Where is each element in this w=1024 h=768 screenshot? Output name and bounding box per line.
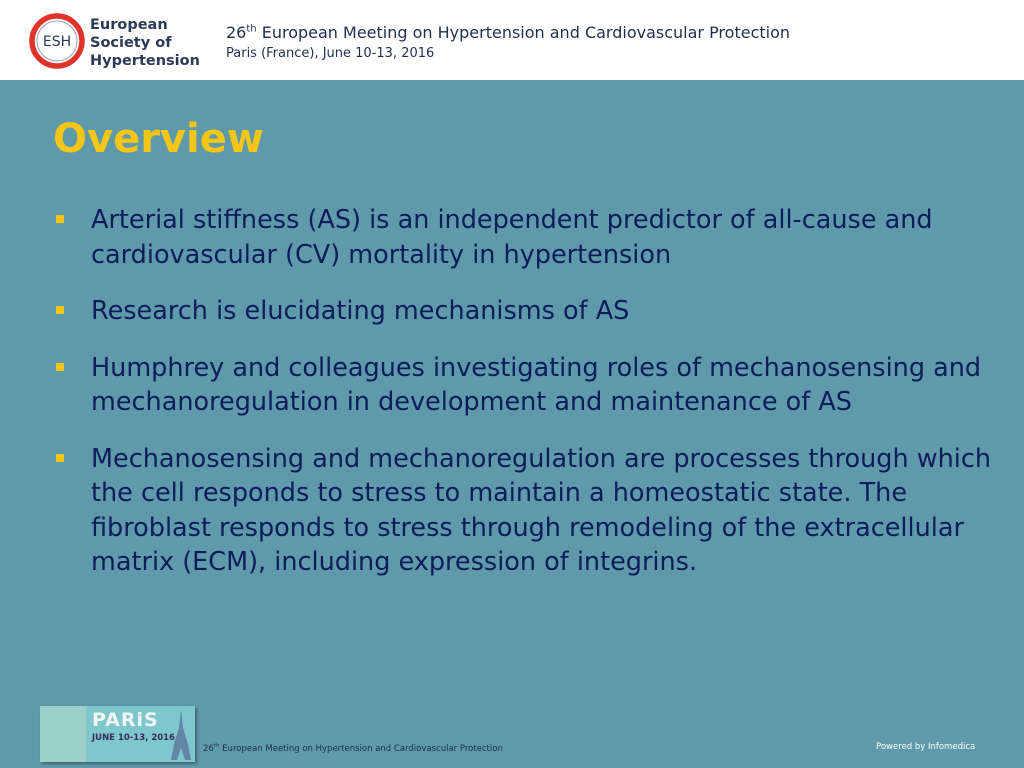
bullet-text: Mechanosensing and mechanoregulation are processes through which the cell responds to stress to maintain a homeostatic state. The fibroblast responds to stress through remodeling of the extracellular matrix (ECM), including expression of integrins. [91, 443, 992, 577]
header-bar [0, 0, 1024, 80]
slide-title: Overview [53, 116, 264, 162]
powered-by: Powered by Infomedica [876, 742, 976, 752]
square-bullet-icon [56, 215, 64, 223]
eiffel-tower-icon [170, 710, 192, 760]
bullet-item [52, 203, 992, 272]
org-line-1: European [90, 17, 168, 33]
meeting-ordinal: th [246, 23, 257, 35]
square-bullet-icon [56, 306, 64, 314]
banner-decoration [40, 706, 86, 762]
paris-banner [40, 706, 195, 762]
esh-logo-icon [28, 12, 86, 70]
organization-name [90, 16, 200, 70]
bullet-text: Arterial stiffness (AS) is an independent predictor of all-cause and cardiovascular (CV) mortality in hypertension [91, 205, 933, 270]
square-bullet-icon [56, 363, 64, 371]
footer-meeting-name: European Meeting on Hypertension and Cardiovascular Protection [219, 743, 503, 754]
bullet-item [52, 294, 992, 329]
footer-meeting-number: 26 [203, 743, 214, 754]
bullet-item [52, 442, 992, 580]
bullet-text: Research is elucidating mechanisms of AS [91, 296, 630, 326]
bullet-list [52, 203, 992, 602]
banner-city: PARiS [92, 709, 159, 731]
logo-text: ESH [42, 34, 72, 50]
bullet-item [52, 351, 992, 420]
banner-dates: JUNE 10-13, 2016 [92, 733, 175, 743]
org-line-2: Society of [90, 35, 172, 51]
square-bullet-icon [56, 454, 64, 462]
meeting-title [226, 23, 790, 42]
bullet-text: Humphrey and colleagues investigating roles of mechanosensing and mechanoregulation in development and maintenance of AS [91, 352, 982, 417]
meeting-number: 26 [226, 23, 247, 42]
meeting-name: European Meeting on Hypertension and Cardiovascular Protection [256, 23, 791, 42]
footer-meeting-title [203, 743, 503, 754]
meeting-location: Paris (France), June 10-13, 2016 [226, 46, 435, 61]
org-line-3: Hypertension [90, 53, 200, 69]
footer-meeting-ordinal: th [213, 743, 220, 749]
